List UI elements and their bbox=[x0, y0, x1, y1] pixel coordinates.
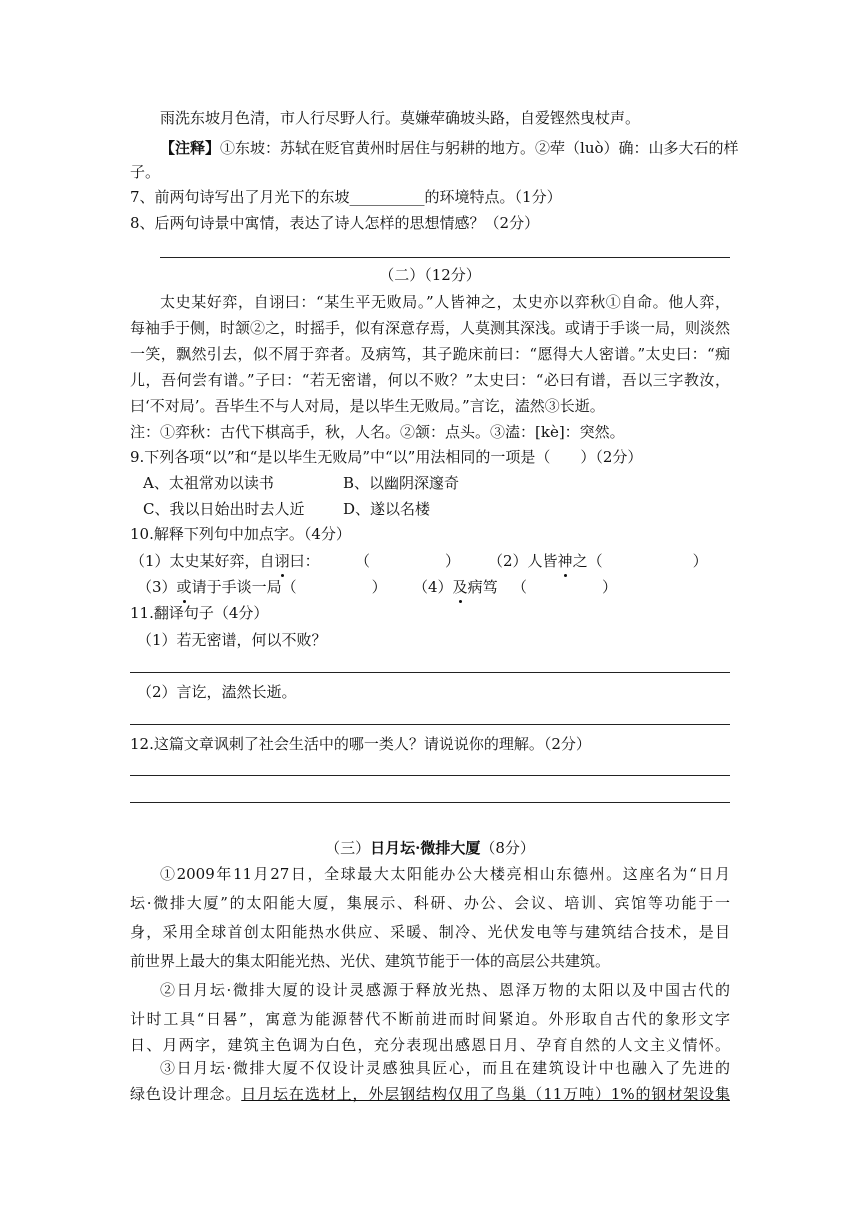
article-p3-line-1: ③日月坛·微排大厦不仅设计灵感独具匠心，而且在建筑设计中也融入了先进的 bbox=[160, 1059, 730, 1077]
q10-item-2-post: 之（ ） bbox=[572, 552, 708, 570]
article-p3-plain: 绿色设计理念。 bbox=[130, 1085, 242, 1103]
note-label: 【注释】 bbox=[160, 139, 221, 157]
q10-item-3 bbox=[137, 577, 387, 597]
passage-line-5: 曰‘不对局’。吾毕生不与人对局，是以毕生无败局。”言讫，溘然③长逝。 bbox=[130, 397, 605, 415]
q10-item-4-pre: （4） bbox=[413, 578, 453, 596]
q10-item-1-blank[interactable]: （ ） bbox=[355, 552, 461, 570]
poem-note-line-1 bbox=[160, 138, 739, 158]
q10-item-1-pre: （1）太史某好弈，自 bbox=[130, 552, 275, 570]
poem-note-line-2: 子。 bbox=[130, 163, 161, 181]
article-p3-underlined: 日月坛在选材上，外层钢结构仅用了鸟巢（11万吨）1%的钢材架设集 bbox=[241, 1085, 730, 1103]
question-7: 7、前两句诗写出了月光下的东坡__________的环境特点。（1分） bbox=[130, 188, 562, 206]
section-3-heading-number: （三） bbox=[325, 839, 371, 857]
answer-line-q12-a[interactable] bbox=[130, 775, 730, 776]
q10-item-2-pre: （2）人皆 bbox=[488, 552, 558, 570]
option-c: C、我以日始出时去人近 bbox=[143, 500, 305, 518]
question-10: 10.解释下列句中加点字。（4分） bbox=[130, 525, 351, 543]
answer-line-q11-1[interactable] bbox=[130, 672, 730, 673]
passage-note: 注：①弈秋：古代下棋高手，秋，人名。②颔：点头。③溘：[kè]：突然。 bbox=[130, 423, 625, 441]
article-p2-line-1: ②日月坛·微排大厦的设计灵感源于释放光热、恩泽万物的太阳以及中国古代的 bbox=[160, 981, 730, 999]
section-2-heading: （二）（12分） bbox=[379, 266, 481, 284]
q11-sentence-2: （2）言讫，溘然长逝。 bbox=[137, 683, 297, 701]
passage-line-1: 太史某好弈，自诩曰：“某生平无败局。”人皆神之，太史亦以弈秋①自命。他人弈， bbox=[160, 293, 730, 311]
option-a: A、太祖常劝以读书 bbox=[143, 474, 274, 492]
dotted-char: 及 bbox=[452, 578, 468, 596]
option-b: B、以幽阴深邃奇 bbox=[343, 474, 460, 492]
q10-item-3-pre: （3） bbox=[137, 578, 177, 596]
q10-item-3-post: 请于手谈一局（ ） bbox=[191, 578, 387, 596]
option-d: D、遂以名楼 bbox=[343, 500, 431, 518]
passage-line-3: 一笑，飘然引去，似不屑于弈者。及病笃，其子跪床前曰：“愿得大人密谱。”太史曰：“痴 bbox=[130, 345, 730, 363]
article-p2-line-2: 计时工具“日晷”，寓意为能源替代不断前进而时间紧迫。外形取自古代的象形文字 bbox=[130, 1010, 730, 1028]
question-12: 12.这篇文章讽刺了社会生活中的哪一类人？请说说你的理解。（2分） bbox=[130, 735, 591, 753]
question-8: 8、后两句诗景中寓情，表达了诗人怎样的思想情感？（2分） bbox=[130, 214, 540, 232]
article-p3-line-2 bbox=[130, 1084, 730, 1104]
answer-line-q8[interactable] bbox=[160, 257, 730, 258]
section-3-heading-title: 日月坛·微排大厦 bbox=[370, 839, 481, 857]
dotted-char: 诩 bbox=[274, 552, 290, 570]
article-p1-line-3: 身，采用全球首创太阳能热水供应、采暖、制冷、光伏发电等与建筑结合技术，是目 bbox=[130, 923, 730, 941]
dotted-char: 或 bbox=[176, 578, 192, 596]
poem-line: 雨洗东坡月色清，市人行尽野人行。莫嫌荦确坡头路，自爱铿然曳杖声。 bbox=[160, 109, 641, 127]
q10-item-4 bbox=[413, 577, 498, 597]
q10-item-4-post: 病笃 bbox=[467, 578, 498, 596]
passage-line-2: 每袖手于侧，时颔②之，时摇手，似有深意存焉，人莫测其深浅。或请于手谈一局，则淡然 bbox=[130, 319, 731, 337]
passage-line-4: 儿，吾何尝有谱。”子曰：“若无密谱，何以不败？”太史曰：“必曰有谱，吾以三字教汝， bbox=[130, 371, 730, 389]
note-text: ①东坡：苏轼在贬官黄州时居住与躬耕的地方。②荦（luò）确：山多大石的样 bbox=[220, 139, 739, 157]
question-9: 9.下列各项“以”和“是以毕生无败局”中“以”用法相同的一项是（ ）（2分） bbox=[130, 448, 643, 466]
dotted-char: 神 bbox=[557, 552, 573, 570]
article-p1-line-2: 坛·微排大厦”的太阳能大厦，集展示、科研、办公、会议、培训、宾馆等功能于一 bbox=[130, 894, 730, 912]
answer-line-q12-b[interactable] bbox=[130, 802, 730, 803]
section-3-heading bbox=[130, 838, 730, 858]
article-p1-line-1: ①2009年11月27日，全球最大太阳能办公大楼亮相山东德州。这座名为“日月 bbox=[160, 865, 730, 883]
q10-item-1 bbox=[130, 551, 320, 571]
q11-sentence-1: （1）若无密谱，何以不败？ bbox=[137, 631, 327, 649]
article-p2-line-3: 日、月两字，建筑主色调为白色，充分表现出感恩日月、孕育自然的人文主义情怀。 bbox=[130, 1036, 730, 1054]
section-3-heading-score: （8分） bbox=[480, 839, 535, 857]
q10-item-2 bbox=[488, 551, 708, 571]
q10-item-1-post: 曰： bbox=[289, 552, 320, 570]
q10-item-4-blank[interactable]: （ ） bbox=[512, 578, 618, 596]
article-p1-line-4: 前世界上最大的集太阳能光热、光伏、建筑节能于一体的高层公共建筑。 bbox=[130, 952, 611, 970]
question-11: 11.翻译句子（4分） bbox=[130, 604, 269, 622]
answer-line-q11-2[interactable] bbox=[130, 724, 730, 725]
